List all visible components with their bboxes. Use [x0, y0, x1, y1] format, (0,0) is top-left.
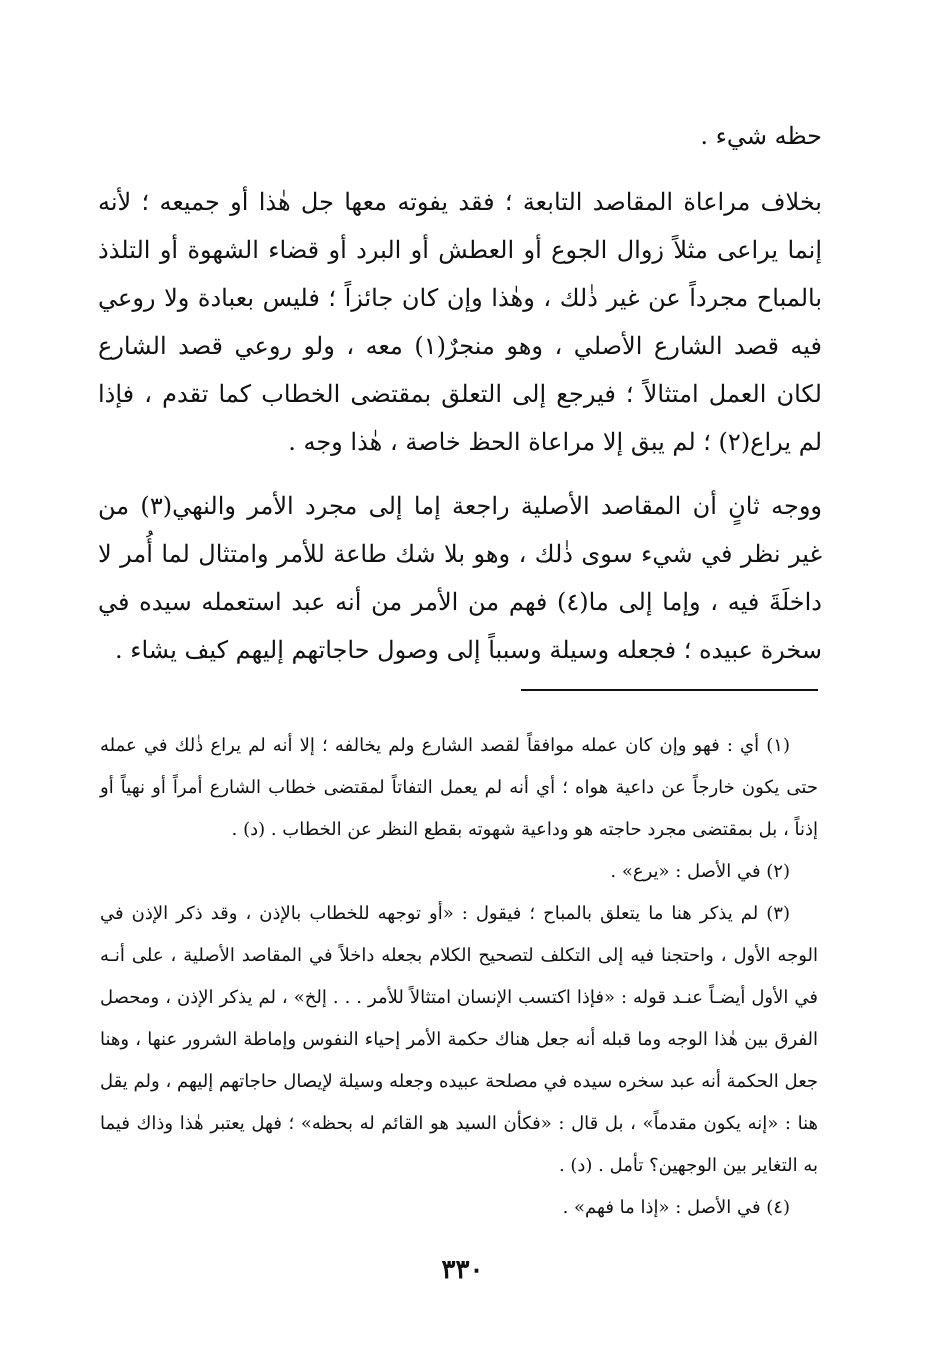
footnote-divider [521, 689, 818, 691]
footnote-4: (٤) في الأصل : «إذا ما فهم» . [562, 1197, 790, 1218]
document-page [98, 112, 822, 690]
paragraph-2: ووجه ثانٍ أن المقاصد الأصلية راجعة إما إلى مجرد الأمر والنهي(٣) من غير نظر في شيء سوى ذٰلك ، وهو بلا شك طاعة للأمر وامتثال لما أُمر لا داخلَةَ فيه ، وإما إلى ما(٤) فهم من الأمر من أنه عبد استعمله سيده في سخرة عبيده ؛ فجعله وسيلة وسبباً إلى وصول حاجاتهم إليهم كيف يشاء . [98, 492, 822, 664]
footnotes [100, 725, 818, 1229]
main-text [98, 112, 822, 674]
lead-line: حظه شيء . [700, 122, 822, 150]
footnote-1: (١) أي : فهو وإن كان عمله موافقاً لقصد الشارع ولم يخالفه ؛ إلا أنه لم يراع ذٰلك في عمله حتى يكون خارجاً عن داعية هواه ؛ أي أنه لم يعمل التفاتاً لمقتضى خطاب الشارع أمراً أو نهياً أو إذناً ، بل بمقتضى مجرد حاجته هو وداعية شهوته بقطع النظر عن الخطاب . (د) . [100, 735, 818, 840]
footnote-2: (٢) في الأصل : «يرع» . [610, 861, 790, 882]
page-number: ٣٣٠ [441, 1255, 484, 1285]
footnote-3: (٣) لم يذكر هنا ما يتعلق بالمباح ؛ فيقول : «أو توجهه للخطاب بالإذن ، وقد ذكر الإذن في الوجه الأول ، واحتجنا فيه إلى التكلف لتصحيح الكلام بجعله داخلاً في المقاصد الأصلية ، على أنـه في الأول أيضـاً عنـد قوله : «فإذا اكتسب الإنسان امتثالاً للأمر . . . إلخ» ، لم يذكر الإذن ، ومحصل الفرق بين هٰذا الوجه وما قبله أنه جعل هناك حكمة الأمر إحياء النفوس وإماطة الشرور عنها ، وهنا جعل الحكمة أنه عبد سخره سيده في مصلحة عبيده وجعله وسيلة لإيصال حاجاتهم إليهم ، ولم يقل هنا : «إنه يكون مقدماً» ، بل قال : «فكأن السيد هو القائم له بحظه» ؛ فهل يعتبر هٰذا وذاك فيما به التغاير بين الوجهين؟ تأمل . (د) . [100, 903, 818, 1176]
paragraph-1: بخلاف مراعاة المقاصد التابعة ؛ فقد يفوته معها جل هٰذا أو جميعه ؛ لأنه إنما يراعى مثلاً زوال الجوع أو العطش أو البرد أو قضاء الشهوة أو التلذذ بالمباح مجرداً عن غير ذٰلك ، وهٰذا وإن كان جائزاً ؛ فليس بعبادة ولا روعي فيه قصد الشارع الأصلي ، وهو منجرٌ(١) معه ، ولو روعي قصد الشارع لكان العمل امتثالاً ؛ فيرجع إلى التعلق بمقتضى الخطاب كما تقدم ، فإذا لم يراع(٢) ؛ لم يبق إلا مراعاة الحظ خاصة ، هٰذا وجه . [98, 188, 822, 456]
